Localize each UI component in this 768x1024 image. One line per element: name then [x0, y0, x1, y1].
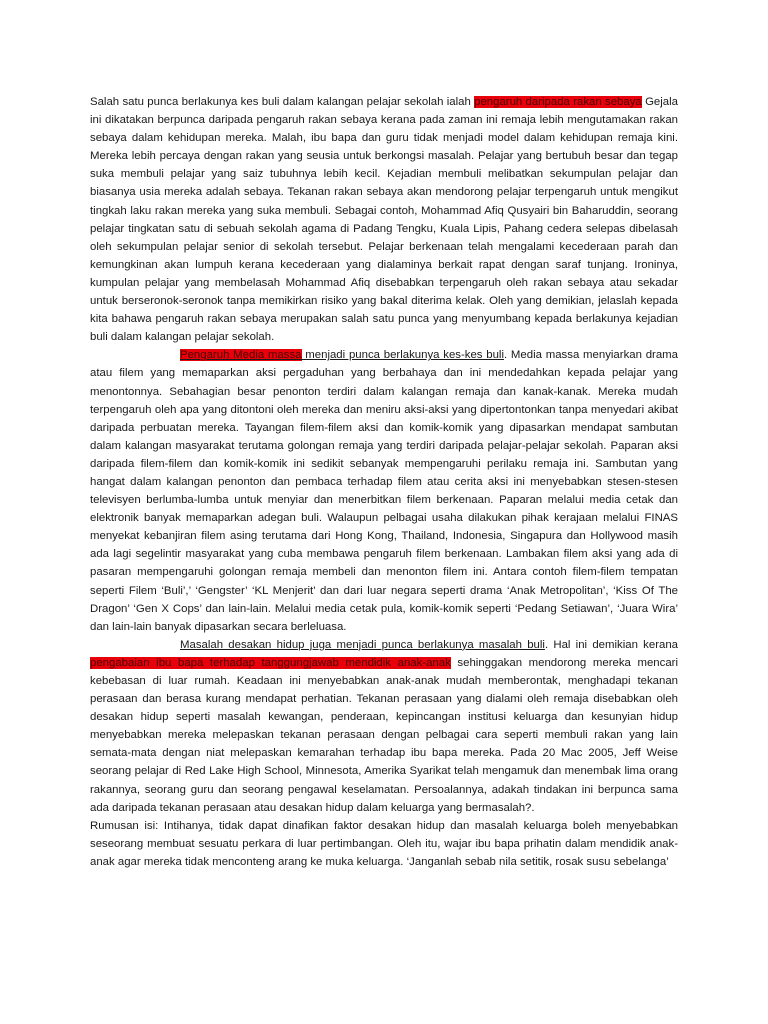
underlined-topic-sentence: Masalah desakan hidup juga menjadi punca berlakunya masalah buli [180, 638, 545, 651]
paragraph-summary [90, 817, 678, 871]
paragraph-peer-influence [90, 93, 678, 346]
highlighted-phrase: pengabaian ibu bapa terhadap tanggungjawab mendidik anak-anak [90, 656, 451, 669]
paragraph-text: Salah satu punca berlakunya kes buli dalam kalangan pelajar sekolah ialah [90, 96, 475, 108]
highlighted-phrase: Pengaruh Media massa [180, 349, 302, 362]
paragraph-text: . Hal ini demikian kerana [544, 638, 678, 651]
document-page [90, 93, 678, 871]
paragraph-life-pressure [90, 636, 678, 817]
underlined-topic-sentence [180, 349, 504, 361]
paragraph-mass-media [90, 346, 678, 636]
paragraph-text: sehinggakan mendorong mereka mencari kebebasan di luar rumah. Keadaan ini menyebabkan anak-anak mudah memberontak, menghadapi tekanan perasaan dan berasa kurang mendapat perhatian. Tekanan perasaan yang dialami oleh remaja disebabkan oleh desakan hidup seperti masalah kewangan, penderaan, kepincangan institusi keluarga dan kesunyian hidup menyebabkan mereka melepaskan tekanan perasaan dengan pelbagai cara seperti membuli rakan yang lain semata-mata dengan niat melepaskan kemarahan terhadap ibu bapa mereka. Pada 20 Mac 2005, Jeff Weise seorang pelajar di Red Lake High School, Minnesota, Amerika Syarikat telah mengamuk dan menembak lima orang rakannya, seorang guru dan seorang pengawal keselamatan. Persoalannya, adakah tindakan ini berpunca sama ada daripada tekanan perasaan atau desakan hidup dalam keluarga yang bermasalah?. [90, 656, 678, 814]
paragraph-text: Rumusan isi: Intihanya, tidak dapat dinafikan faktor desakan hidup dan masalah keluarga boleh menyebabkan seseorang membuat sesuatu perkara di luar pertimbangan. Oleh itu, wajar ibu bapa prihatin dalam mendidik anak-anak agar mereka tidak menconteng arang ke muka keluarga. ‘Janganlah sebab nila setitik, rosak susu sebelanga’ [90, 819, 678, 868]
underlined-text: menjadi punca berlakunya kes-kes buli [301, 349, 504, 362]
paragraph-text: . Media massa menyiarkan drama atau filem yang memaparkan aksi pergaduhan yang berbahaya dan ini mendedahkan kepada pelajar yang menontonnya. Sebahagian besar penonton terdiri dalam kalangan remaja dan kanak-kanak. Mereka mudah terpengaruh oleh apa yang ditontoni oleh mereka dan meniru aksi-aksi yang dipertontonkan tanpa menyedari akibat daripada perbuatan mereka. Tayangan filem-filem aksi dan komik-komik yang dipasarkan mendapat sambutan dalam kalangan masyarakat terutama golongan remaja yang terdiri daripada pelajar-pelajar sekolah. Paparan aksi daripada filem-filem dan komik-komik ini sedikit sebanyak mempengaruhi perilaku remaja ini. Sambutan yang hangat dalam kalangan penonton dan pembaca terhadap filem atau cerita aksi ini menyebabkan stesen-stesen televisyen berlumba-lumba untuk menyiar dan menerbitkan filem berkenaan. Paparan melalui media cetak dan elektronik banyak memaparkan adegan buli. Walaupun pelbagai usaha dilakukan pihak kerajaan melalui FINAS menyekat kebanjiran filem asing terutama dari Hong Kong, Thailand, Indonesia, Singapura dan Hollywood masih ada lagi segelintir masyarakat yang cuba membawa pengaruh filem berkenaan. Lambakan filem aksi yang ada di pasaran mempengaruhi golongan remaja membeli dan menonton filem ini. Antara contoh filem-filem tempatan seperti Filem ‘Buli’,’ ‘Gengster’ ‘KL Menjerit’ dan dari luar negara seperti drama ‘Anak Metropolitan’, ‘Kiss Of The Dragon’ ‘Gen X Cops’ dan lain-lain. Melalui media cetak pula, komik-komik seperti ‘Pedang Setiawan’, ‘Juara Wira’ dan lain-lain banyak dipasarkan secara berleluasa. [90, 349, 678, 633]
highlighted-phrase: pengaruh daripada rakan sebaya [474, 96, 642, 108]
paragraph-text: Gejala ini dikatakan berpunca daripada pengaruh rakan sebaya kerana pada zaman ini remaja lebih mengutamakan rakan sebaya dalam kehidupan mereka. Malah, ibu bapa dan guru tidak menjadi model dalam kehidupan remaja kini. Mereka lebih percaya dengan rakan yang seusia untuk berkongsi masalah. Pelajar yang bertubuh besar dan tegap suka membuli pelajar yang saiz tubuhnya lebih kecil. Kejadian membuli melibatkan sekumpulan pelajar dan biasanya usia mereka adalah sebaya. Tekanan rakan sebaya akan mendorong pelajar terpengaruh untuk mengikut tingkah laku rakan mereka yang suka membuli. Sebagai contoh, Mohammad Afiq Qusyairi bin Baharuddin, seorang pelajar tingkatan satu di sebuah sekolah agama di Padang Tengku, Kuala Lipis, Pahang cedera selepas dibelasah oleh sekumpulan pelajar senior di sekolah tersebut. Pelajar berkenaan telah mengalami kecederaan parah dan kemungkinan akan lumpuh kerana kecederaan yang dialaminya berkait rapat dengan saraf tunjang. Ironinya, kumpulan pelajar yang membelasah Mohammad Afiq disebabkan terpengaruh oleh rakan sebaya atau sekadar untuk berseronok-seronok tanpa memikirkan risiko yang bakal diterima kelak. Oleh yang demikian, jelaslah kepada kita bahawa pengaruh rakan sebaya merupakan salah satu punca yang menyumbang kepada berlakunya kejadian buli dalam kalangan pelajar sekolah. [90, 96, 678, 344]
